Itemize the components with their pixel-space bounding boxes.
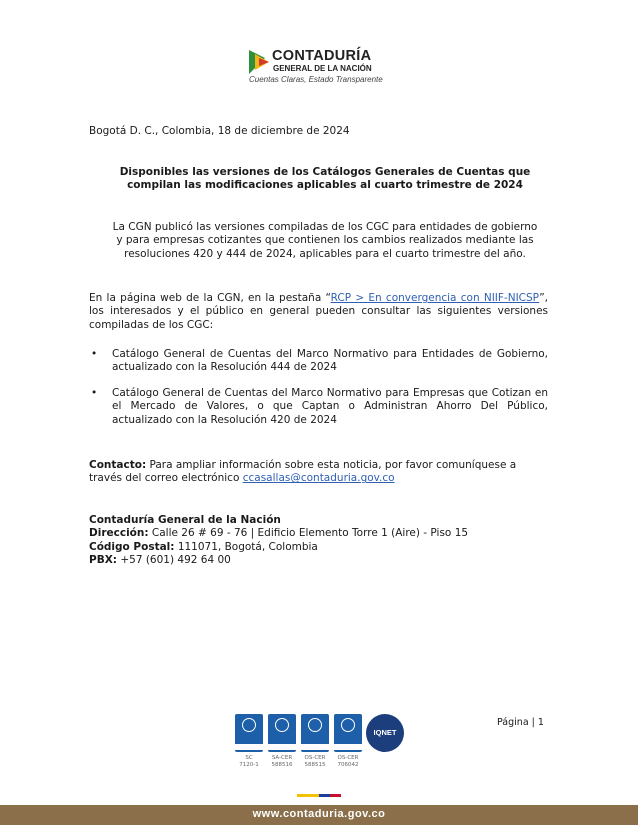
pbx-value: +57 (601) 492 64 00 [117, 554, 231, 567]
footer-band [0, 805, 638, 825]
contact-email-link[interactable]: ccasallas@contaduria.gov.co [242, 472, 395, 485]
logo-name: CONTADURÍA [272, 48, 372, 64]
bullet-icon: • [91, 386, 98, 399]
headline: Disponibles las versiones de los Catálogos Generales de Cuentas que compilan las modificaciones aplicables al cuarto trimestre de 2024 [119, 166, 531, 192]
bullet-icon: • [91, 348, 98, 360]
colombia-flag-stripe [297, 794, 341, 797]
cert-code: OS-CER 706042 [337, 755, 359, 768]
cert-code: OS-CER 588515 [304, 755, 326, 768]
cert-code: SC 7120-1 [239, 755, 259, 768]
para-prefix: En la página web de la CGN, en la pestaña “ [89, 292, 331, 304]
iqnet-badge: IQNET [366, 714, 404, 752]
org-name: Contaduría General de la Nación [89, 514, 281, 526]
postal-value: 111071, Bogotá, Colombia [174, 540, 318, 553]
list-item [89, 387, 548, 427]
page-number: Página | 1 [497, 717, 544, 728]
contact-text: Para ampliar información sobre esta noticia, por favor comuníquese a través del correo electrónico [89, 459, 517, 485]
logo-subtitle: GENERAL DE LA NACIÓN [273, 64, 372, 73]
logo-slogan: Cuentas Claras, Estado Transparente [249, 75, 383, 84]
list-item [89, 348, 548, 375]
postal-label: Código Postal: [89, 540, 175, 553]
rcp-link[interactable]: RCP > En convergencia con NIIF-NICSP [330, 292, 540, 304]
icontec-cert-badge [301, 714, 329, 752]
cert-code: SA-CER 588516 [271, 755, 293, 768]
list-item-text: Catálogo General de Cuentas del Marco Normativo para Empresas que Cotizan en el Mercado de Valores, o que Captan o Administran Ahorro Del Público, actualizado con la Resolución 420 de 2024 [112, 386, 548, 426]
intro-paragraph: La CGN publicó las versiones compiladas de los CGC para entidades de gobierno y para empresas cotizantes que contienen los cambios realizados mediante las resoluciones 420 y 444 de 2024, aplicables para el cuarto trimestre del año. [112, 221, 538, 260]
contact-paragraph [89, 459, 548, 486]
footer-website[interactable]: www.contaduria.gov.co [252, 808, 386, 820]
date-line: Bogotá D. C., Colombia, 18 de diciembre de 2024 [89, 125, 350, 137]
icontec-cert-badge [334, 714, 362, 752]
cgn-emblem-icon [245, 48, 271, 76]
para-suffix: ”, los interesados y el público en general pueden consultar las siguientes versiones compiladas de los CGC: [89, 292, 548, 331]
pbx-label: PBX: [89, 554, 117, 567]
cgn-logo [245, 48, 395, 88]
catalog-list [89, 348, 548, 439]
contact-label: Contacto: [89, 459, 147, 471]
body-paragraph [89, 292, 548, 332]
icontec-cert-badge [268, 714, 296, 752]
icontec-cert-badge [235, 714, 263, 752]
address-value: Calle 26 # 69 - 76 | Edificio Elemento Torre 1 (Aire) - Piso 15 [148, 527, 469, 540]
list-item-text: Catálogo General de Cuentas del Marco Normativo para Entidades de Gobierno, actualizado con la Resolución 444 de 2024 [112, 348, 548, 374]
organization-block [89, 514, 548, 568]
address-label: Dirección: [89, 527, 149, 540]
